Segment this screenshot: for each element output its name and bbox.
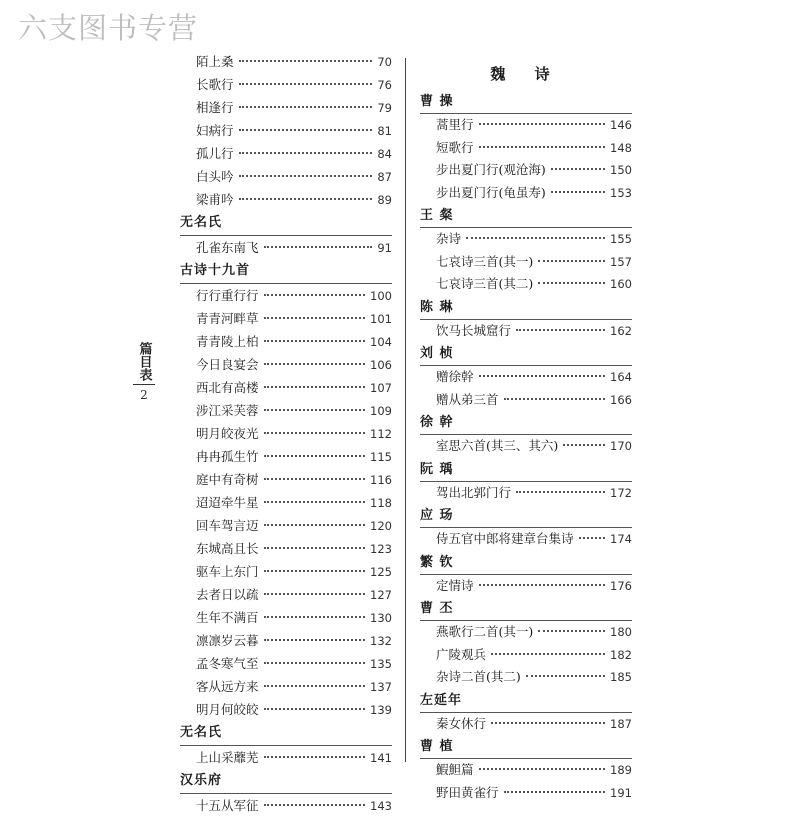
- entry-title: 广陵观兵: [436, 646, 487, 662]
- entry-title: 燕歌行二首(其一): [436, 624, 534, 639]
- entry-title: 步出夏门行(观沧海): [436, 162, 546, 177]
- dot-leader: [264, 317, 366, 319]
- entry-page-number: 135: [370, 657, 392, 671]
- entry-page-number: 162: [610, 323, 632, 338]
- entry-page-number: 127: [370, 588, 392, 602]
- dot-leader: [264, 708, 366, 710]
- dot-leader: [264, 340, 366, 342]
- toc-entry: [180, 376, 392, 399]
- dot-leader: [479, 375, 606, 377]
- author-heading: 繁 钦: [420, 551, 632, 575]
- entry-page-number: 91: [377, 241, 392, 255]
- dot-leader: [239, 60, 373, 62]
- author-heading: 无名氏: [180, 211, 392, 236]
- entry-title: 相逢行: [196, 100, 234, 115]
- side-label-rule: [133, 384, 155, 385]
- entry-title: 客从远方来: [196, 679, 259, 694]
- entry-title: 短歌行: [436, 139, 474, 155]
- side-label: [133, 342, 155, 402]
- dot-leader: [516, 329, 605, 331]
- dot-leader: [264, 363, 366, 365]
- entry-title: 凛凛岁云暮: [196, 633, 259, 648]
- dot-leader: [491, 722, 605, 724]
- toc-entry: [420, 251, 632, 274]
- entry-title: 杂诗二首(其二): [436, 669, 521, 684]
- dot-leader: [538, 630, 605, 632]
- entry-page-number: 87: [377, 170, 392, 184]
- toc-entry: [420, 713, 632, 736]
- author-heading: 左延年: [420, 689, 632, 713]
- toc-entry: [420, 435, 632, 458]
- dot-leader: [579, 537, 606, 539]
- dot-leader: [264, 662, 366, 664]
- toc-entry: [420, 159, 632, 182]
- toc-entry: [420, 389, 632, 412]
- entry-page-number: 70: [377, 55, 392, 69]
- entry-page-number: 132: [370, 634, 392, 648]
- dot-leader: [479, 146, 606, 148]
- toc-entry: [180, 142, 392, 165]
- author-heading: 汉乐府: [180, 769, 392, 794]
- entry-title: 驾出北郭门行: [436, 484, 512, 500]
- toc-entry: [180, 698, 392, 721]
- dot-leader: [491, 653, 605, 655]
- dot-leader: [538, 260, 605, 262]
- toc-entry: [180, 514, 392, 537]
- entry-page-number: 139: [370, 703, 392, 717]
- entry-title: 青青陵上柏: [196, 334, 259, 349]
- dot-leader: [239, 83, 373, 85]
- watermark-text: 六支图书专营: [18, 11, 199, 45]
- entry-title: 孟冬寒气至: [196, 656, 259, 671]
- column-divider: [405, 58, 406, 762]
- author-heading: 曹 丕: [420, 597, 632, 621]
- toc-entry: [420, 621, 632, 644]
- toc-entry: [420, 482, 632, 505]
- dot-leader: [526, 675, 605, 677]
- entry-page-number: 182: [610, 647, 632, 662]
- author-heading: 无名氏: [180, 721, 392, 746]
- entry-page-number: 101: [370, 312, 392, 326]
- toc-entry: [420, 114, 632, 137]
- dot-leader: [239, 129, 373, 131]
- toc-entry: [180, 468, 392, 491]
- toc-entry: [180, 560, 392, 583]
- dot-leader: [264, 409, 366, 411]
- dot-leader: [504, 398, 606, 400]
- entry-title: 生年不满百: [196, 610, 259, 625]
- toc-entry: [420, 782, 632, 805]
- toc-entry: [420, 320, 632, 343]
- entry-title: 冉冉孤生竹: [196, 449, 259, 464]
- entry-page-number: 130: [370, 611, 392, 625]
- entry-title: 定情诗: [436, 577, 474, 593]
- entry-title: 步出夏门行(龟虽寿): [436, 184, 546, 200]
- dot-leader: [479, 768, 606, 770]
- toc-entry: [180, 188, 392, 211]
- entry-page-number: 141: [370, 751, 392, 765]
- toc-entry: [180, 746, 392, 769]
- entry-title: 陌上桑: [196, 54, 234, 69]
- entry-page-number: 76: [377, 78, 392, 92]
- entry-title: 野田黄雀行: [436, 784, 499, 800]
- dot-leader: [239, 198, 373, 200]
- entry-title: 白头吟: [196, 169, 234, 184]
- author-heading: 徐 幹: [420, 411, 632, 435]
- toc-entry: [180, 330, 392, 353]
- entry-page-number: 79: [377, 101, 392, 115]
- entry-title: 孤儿行: [196, 146, 234, 161]
- entry-title: 七哀诗三首(其二): [436, 276, 534, 291]
- dot-leader: [264, 547, 366, 549]
- toc-entry: [180, 794, 392, 817]
- toc-entry: [180, 307, 392, 330]
- toc-entry: [420, 666, 632, 689]
- entry-page-number: 106: [370, 358, 392, 372]
- entry-page-number: 176: [610, 578, 632, 593]
- entry-page-number: 189: [610, 763, 632, 777]
- entry-title: 青青河畔草: [196, 311, 259, 326]
- author-heading: 曹 操: [420, 90, 632, 114]
- entry-page-number: 125: [370, 565, 392, 579]
- entry-page-number: 107: [370, 381, 392, 395]
- entry-page-number: 172: [610, 485, 632, 500]
- entry-page-number: 115: [370, 450, 392, 464]
- entry-page-number: 187: [610, 716, 632, 731]
- entry-title: 侍五官中郎将建章台集诗: [436, 531, 574, 546]
- entry-title: 明月皎夜光: [196, 426, 259, 441]
- entry-title: 妇病行: [196, 123, 234, 138]
- dot-leader: [563, 444, 605, 446]
- entry-title: 去者日以疏: [196, 587, 259, 602]
- entry-page-number: 148: [610, 140, 632, 155]
- dot-leader: [264, 639, 366, 641]
- dot-leader: [264, 386, 366, 388]
- dot-leader: [538, 282, 605, 284]
- dot-leader: [551, 168, 605, 170]
- dot-leader: [504, 791, 606, 793]
- toc-entry: [180, 583, 392, 606]
- entry-title: 迢迢牵牛星: [196, 495, 259, 510]
- author-heading: 曹 植: [420, 735, 632, 759]
- toc-entry: [180, 652, 392, 675]
- toc-entry: [420, 228, 632, 251]
- entry-title: 蒿里行: [436, 117, 474, 132]
- dot-leader: [516, 491, 605, 493]
- toc-entry: [180, 675, 392, 698]
- author-heading: 陈 琳: [420, 296, 632, 320]
- entry-page-number: 153: [610, 185, 632, 200]
- toc-entry: [180, 399, 392, 422]
- entry-title: 驱车上东门: [196, 564, 259, 579]
- entry-page-number: 116: [370, 473, 392, 487]
- author-heading: 王 粲: [420, 204, 632, 228]
- entry-title: 长歌行: [196, 77, 234, 92]
- dot-leader: [239, 106, 373, 108]
- dot-leader: [264, 804, 366, 806]
- side-label-text: 篇目表: [136, 342, 152, 381]
- toc-entry: [420, 575, 632, 598]
- dot-leader: [479, 584, 606, 586]
- entry-page-number: 118: [370, 496, 392, 510]
- entry-title: 行行重行行: [196, 288, 259, 303]
- toc-entry: [180, 50, 392, 73]
- toc-entry: [420, 644, 632, 667]
- entry-title: 十五从军征: [196, 798, 259, 813]
- entry-page-number: 164: [610, 370, 632, 384]
- toc-entry: [420, 366, 632, 389]
- entry-page-number: 84: [377, 147, 392, 161]
- entry-page-number: 146: [610, 118, 632, 132]
- entry-title: 明月何皎皎: [196, 702, 259, 717]
- entry-page-number: 100: [370, 289, 392, 303]
- entry-title: 孔雀东南飞: [196, 240, 259, 255]
- entry-page-number: 143: [370, 799, 392, 813]
- dot-leader: [479, 123, 606, 125]
- dot-leader: [264, 570, 366, 572]
- entry-title: 上山采蘼芜: [196, 750, 259, 765]
- entry-title: 鰕䱇篇: [436, 762, 474, 777]
- toc-entry: [180, 629, 392, 652]
- entry-title: 今日良宴会: [196, 357, 259, 372]
- dot-leader: [551, 191, 605, 193]
- entry-title: 饮马长城窟行: [436, 322, 512, 338]
- toc-entry: [180, 119, 392, 142]
- entry-page-number: 170: [610, 439, 632, 453]
- entry-page-number: 160: [610, 277, 632, 291]
- entry-page-number: 137: [370, 680, 392, 694]
- toc-entry: [420, 759, 632, 782]
- dot-leader: [466, 237, 605, 239]
- dot-leader: [264, 593, 366, 595]
- dot-leader: [264, 294, 366, 296]
- dot-leader: [239, 175, 373, 177]
- entry-title: 西北有高楼: [196, 380, 259, 395]
- entry-page-number: 185: [610, 670, 632, 684]
- dot-leader: [264, 685, 366, 687]
- entry-page-number: 120: [370, 519, 392, 533]
- entry-title: 涉江采芙蓉: [196, 403, 259, 418]
- dot-leader: [264, 455, 366, 457]
- toc-entry: [420, 137, 632, 160]
- entry-page-number: 109: [370, 404, 392, 418]
- entry-page-number: 89: [377, 193, 392, 207]
- toc-right-column: [420, 50, 632, 804]
- entry-title: 东城高且长: [196, 541, 259, 556]
- toc-entry: [420, 182, 632, 205]
- toc-entry: [180, 165, 392, 188]
- toc-entry: [180, 236, 392, 259]
- entry-page-number: 123: [370, 542, 392, 556]
- dot-leader: [264, 501, 366, 503]
- author-heading: 古诗十九首: [180, 259, 392, 284]
- entry-title: 梁甫吟: [196, 192, 234, 207]
- entry-page-number: 155: [610, 232, 632, 246]
- entry-title: 庭中有奇树: [196, 472, 259, 487]
- toc-entry: [180, 353, 392, 376]
- dot-leader: [264, 616, 366, 618]
- entry-page-number: 157: [610, 254, 632, 269]
- toc-entry: [180, 491, 392, 514]
- toc-entry: [180, 73, 392, 96]
- side-label-page-number: 2: [140, 388, 148, 402]
- toc-entry: [180, 284, 392, 307]
- toc-entry: [180, 606, 392, 629]
- toc-entry: [420, 273, 632, 296]
- entry-title: 七哀诗三首(其一): [436, 253, 534, 269]
- entry-page-number: 180: [610, 625, 632, 639]
- dot-leader: [264, 478, 366, 480]
- dot-leader: [264, 756, 366, 758]
- entry-page-number: 81: [377, 124, 392, 138]
- toc-entry: [180, 422, 392, 445]
- entry-title: 赠徐幹: [436, 369, 474, 384]
- entry-page-number: 112: [370, 427, 392, 441]
- entry-page-number: 191: [610, 785, 632, 800]
- author-heading: 刘 桢: [420, 342, 632, 366]
- author-heading: 应 玚: [420, 504, 632, 528]
- toc-entry: [180, 537, 392, 560]
- dot-leader: [264, 246, 373, 248]
- section-title: 魏 诗: [490, 65, 562, 83]
- author-heading: 阮 瑀: [420, 458, 632, 482]
- entry-page-number: 150: [610, 163, 632, 177]
- toc-entry: [420, 528, 632, 551]
- entry-page-number: 166: [610, 392, 632, 407]
- dot-leader: [239, 152, 373, 154]
- toc-entry: [180, 445, 392, 468]
- toc-right-items: [420, 90, 632, 804]
- toc-entry: [180, 96, 392, 119]
- entry-title: 回车驾言迈: [196, 518, 259, 533]
- entry-title: 杂诗: [436, 231, 462, 246]
- toc-left-column: [180, 50, 392, 817]
- entry-title: 赠从弟三首: [436, 391, 499, 407]
- dot-leader: [264, 432, 366, 434]
- entry-title: 秦女休行: [436, 715, 487, 731]
- dot-leader: [264, 524, 366, 526]
- entry-title: 室思六首(其三、其六): [436, 438, 559, 453]
- entry-page-number: 174: [610, 532, 632, 546]
- entry-page-number: 104: [370, 335, 392, 349]
